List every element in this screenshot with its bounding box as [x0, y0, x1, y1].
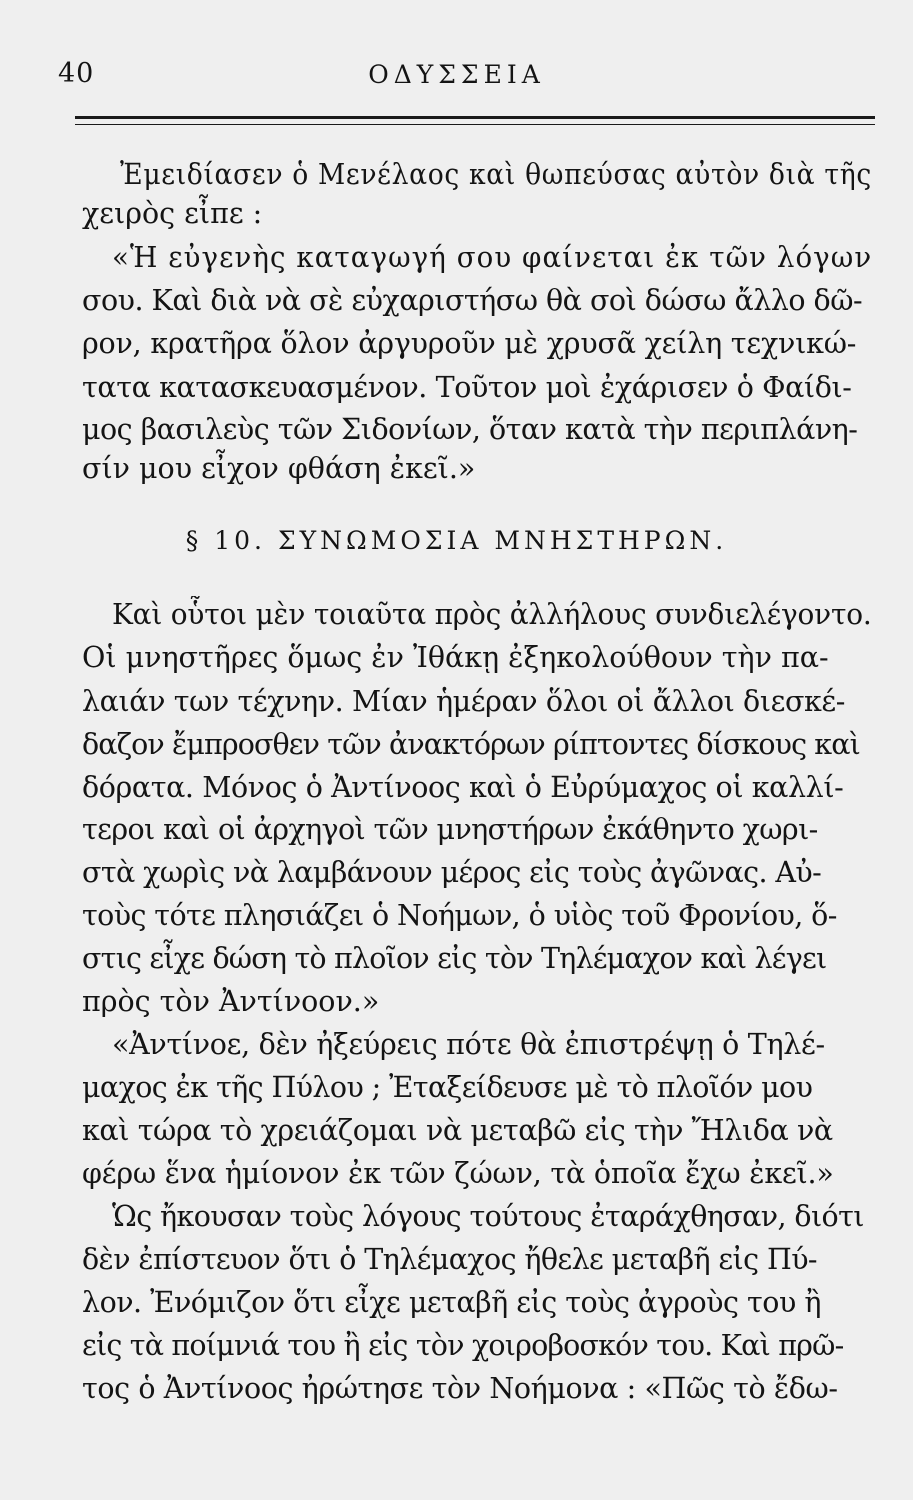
text-line: πρὸς τὸν Ἀντίνοον.» [82, 985, 380, 1018]
text-line: «Ἡ εὐγενὴς καταγωγή σου φαίνεται ἐκ τῶν λόγων [112, 241, 873, 274]
text-line: δαζον ἔμπροσθεν τῶν ἀνακτόρων ρίπτοντες δίσκους καὶ [82, 728, 860, 761]
text-line: μαχος ἐκ τῆς Πύλου ; Ἐταξείδευσε μὲ τὸ πλοῖόν μου [82, 1071, 813, 1104]
text-line: ρον, κρατῆρα ὅλον ἀργυροῦν μὲ χρυσᾶ χείλη τεχνικώ- [82, 327, 857, 360]
text-line: δόρατα. Μόνος ὁ Ἀντίνοος καὶ ὁ Εὐρύμαχος οἱ καλλί- [82, 771, 844, 804]
page-number: 40 [58, 58, 95, 89]
text-line: τοὺς τότε πλησιάζει ὁ Νοήμων, ὁ υἱὸς τοῦ Φρονίου, ὅ- [82, 899, 837, 932]
text-line: δὲν ἐπίστευον ὅτι ὁ Τηλέμαχος ἤθελε μεταβῆ εἰς Πύ- [82, 1243, 817, 1276]
text-line: εἰς τὰ ποίμνιά του ἢ εἰς τὸν χοιροβοσκόν του. Καὶ πρῶ- [82, 1329, 844, 1362]
text-line: τεροι καὶ οἱ ἀρχηγοὶ τῶν μνηστήρων ἐκάθηντο χωρι- [82, 813, 818, 846]
section-heading: § 10. ΣΥΝΩΜΟΣΙΑ ΜΝΗΣΤΗΡΩΝ. [185, 526, 728, 555]
text-line: λον. Ἐνόμιζον ὅτι εἶχε μεταβῆ εἰς τοὺς ἀγροὺς του ἢ [82, 1286, 821, 1319]
page-header [0, 58, 913, 98]
text-line: στὰ χωρὶς νὰ λαμβάνουν μέρος εἰς τοὺς ἀγῶνας. Αὐ- [82, 856, 822, 889]
text-line: στις εἶχε δώση τὸ πλοῖον εἰς τὸν Τηλέμαχον καὶ λέγει [82, 942, 827, 975]
text-line: Ἐμειδίασεν ὁ Μενέλαος καὶ θωπεύσας αὐτὸν διὰ τῆς [120, 158, 872, 191]
text-line: καὶ τώρα τὸ χρειάζομαι νὰ μεταβῶ εἰς τὴν Ἤλιδα νὰ [82, 1114, 833, 1147]
running-title: ΟΔΥΣΣΕΙΑ [368, 60, 545, 89]
text-line: μος βασιλεὺς τῶν Σιδονίων, ὅταν κατὰ τὴν περιπλάνη- [82, 413, 858, 446]
text-line: σίν μου εἶχον φθάση ἐκεῖ.» [82, 452, 476, 485]
text-line: «Ἀντίνοε, δὲν ἠξεύρεις πότε θὰ ἐπιστρέψῃ ὁ Τηλέ- [112, 1028, 825, 1061]
text-line: Οἱ μνηστῆρες ὅμως ἐν Ἰθάκῃ ἐξηκολούθουν τὴν πα- [82, 641, 829, 674]
text-line: χειρὸς εἶπε : [82, 197, 263, 230]
text-line: Ὡς ἤκουσαν τοὺς λόγους τούτους ἐταράχθησαν, διότι [112, 1200, 864, 1233]
text-line: τατα κατασκευασμένον. Τοῦτον μοὶ ἐχάρισεν ὁ Φαίδι- [82, 371, 852, 404]
text-line: λαιάν των τέχνην. Μίαν ἡμέραν ὅλοι οἱ ἄλλοι διεσκέ- [82, 685, 846, 718]
text-line: σου. Καὶ διὰ νὰ σὲ εὐχαριστήσω θὰ σοὶ δώσω ἄλλο δῶ- [82, 284, 863, 317]
text-line: φέρω ἕνα ἡμίονον ἐκ τῶν ζώων, τὰ ὁποῖα ἔχω ἐκεῖ.» [82, 1157, 834, 1190]
text-line: Καὶ οὗτοι μὲν τοιαῦτα πρὸς ἀλλήλους συνδιελέγοντο. [112, 598, 872, 631]
text-line: τος ὁ Ἀντίνοος ἠρώτησε τὸν Νοήμονα : «Πῶς τὸ ἔδω- [82, 1372, 838, 1405]
header-rule-thick [75, 116, 875, 119]
header-rule-thin [75, 124, 875, 125]
